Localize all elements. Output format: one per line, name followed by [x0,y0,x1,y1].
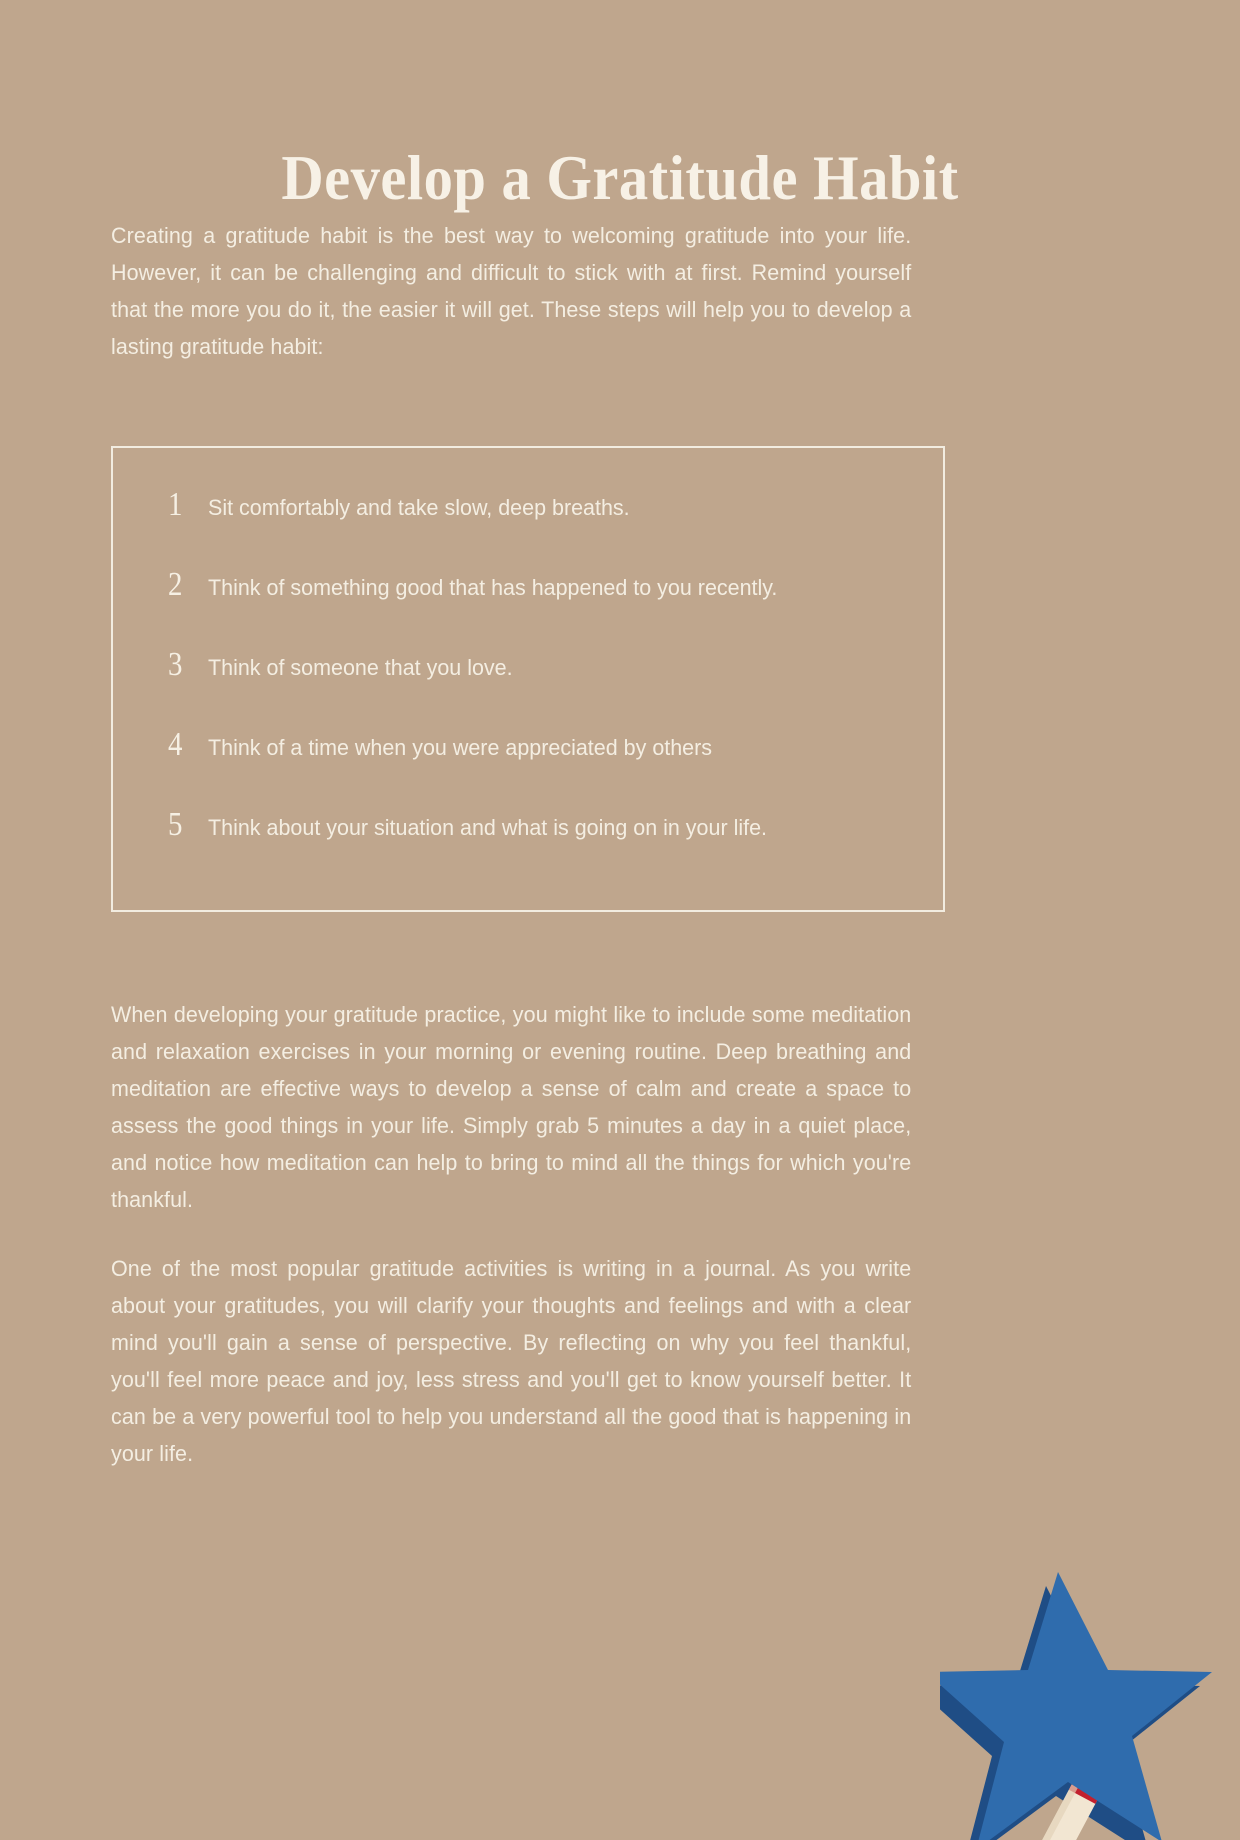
steps-panel [111,446,945,912]
list-item [168,728,923,808]
step-text: Think of a time when you were appreciated by others [208,735,713,760]
step-number: 3 [168,646,183,683]
list-item [168,488,923,568]
intro-paragraph: Creating a gratitude habit is the best way to welcoming gratitude into your life. However, it can be challenging and difficult to stick with at first. Remind yourself that the more you do it, the easier it will get. These steps will help you to develop a lasting gratitude habit: [111,223,912,359]
meditation-section [111,996,949,1218]
steps-list [168,488,923,888]
meditation-paragraph: When developing your gratitude practice, you might like to include some meditation and relaxation exercises in your morning or evening routine. Deep breathing and meditation are effective ways to develop a sense of calm and create a space to assess the good things in your life. Simply grab 5 minutes a day in a quiet place, and notice how meditation can help to bring to mind all the things for which you're thankful. [111,1002,912,1212]
step-text: Think about your situation and what is going on in your life. [208,815,768,840]
step-text: Think of something good that has happened to you recently. [208,575,778,600]
step-number: 2 [168,566,183,603]
step-number: 1 [168,486,183,523]
list-item [168,808,923,888]
intro-section [111,217,949,365]
page-title: Develop a Gratitude Habit [281,143,959,214]
list-item [168,568,923,648]
step-number: 4 [168,726,183,763]
step-number: 5 [168,806,183,843]
star-wand-icon [940,1550,1240,1840]
journal-paragraph: One of the most popular gratitude activities is writing in a journal. As you write about your gratitudes, you will clarify your thoughts and feelings and with a clear mind you'll gain a sense of perspective. By reflecting on why you feel thankful, you'll feel more peace and joy, less stress and you'll get to know yourself better. It can be a very powerful tool to help you understand all the good that is happening in your life. [111,1256,912,1466]
list-item [168,648,923,728]
step-text: Sit comfortably and take slow, deep breaths. [208,495,630,520]
journal-section [111,1250,949,1472]
step-text: Think of someone that you love. [208,655,513,680]
